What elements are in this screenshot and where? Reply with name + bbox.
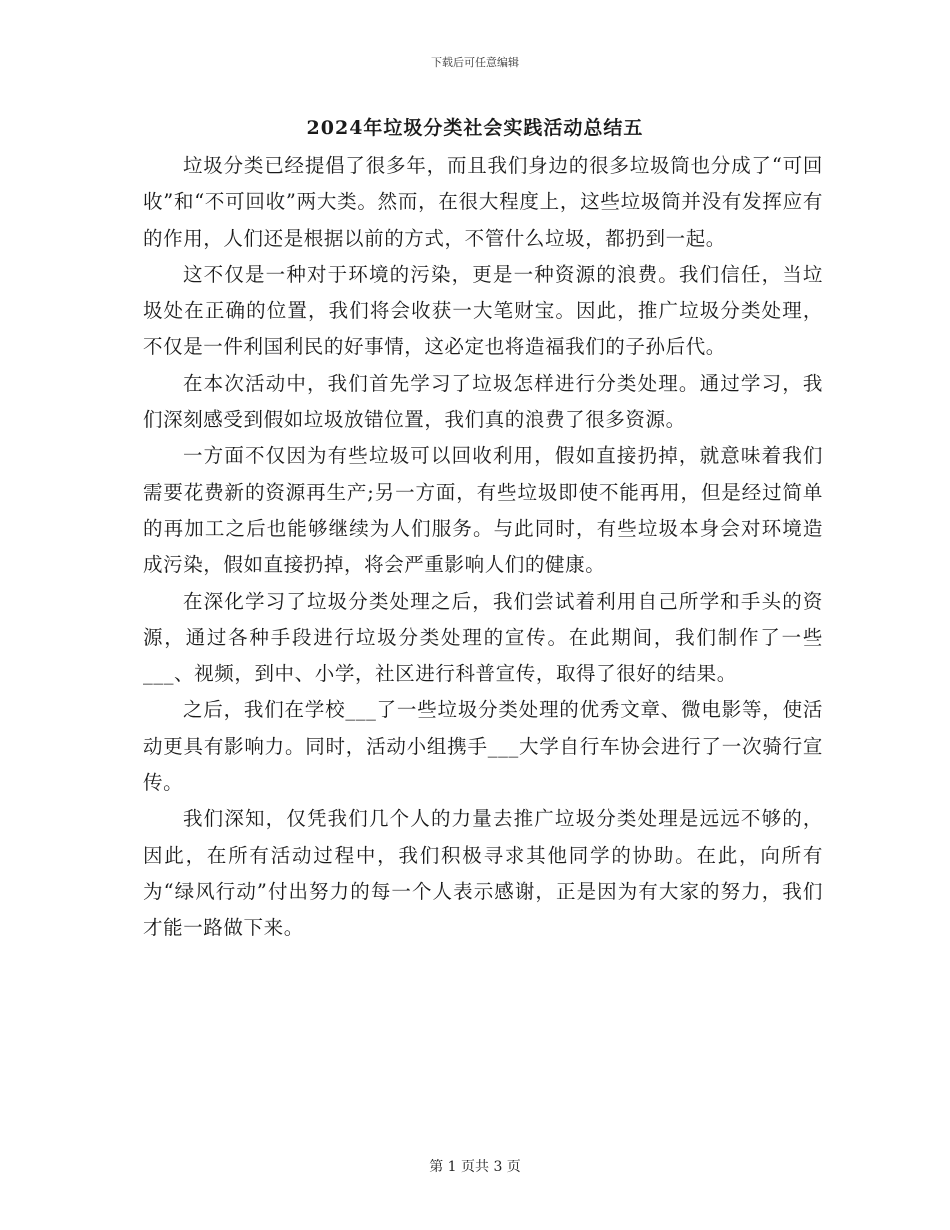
paragraph: 这不仅是一种对于环境的污染，更是一种资源的浪费。我们信任，当垃圾处在正确的位置，我们将会收获一大笔财宝。因此，推广垃圾分类处理，不仅是一件利国利民的好事情，这必定也将造福我们的子孙后代。 (143, 262, 823, 359)
paragraph: 之后，我们在学校___了一些垃圾分类处理的优秀文章、微电影等，使活动更具有影响力。同时，活动小组携手___大学自行车协会进行了一次骑行宣传。 (143, 698, 823, 795)
paragraph: 我们深知，仅凭我们几个人的力量去推广垃圾分类处理是远远不够的，因此，在所有活动过程中，我们积极寻求其他同学的协助。在此，向所有为“绿风行动”付出努力的每一个人表示感谢，正是因为有大家的努力，我们才能一路做下来。 (143, 807, 823, 940)
paragraph: 在本次活动中，我们首先学习了垃圾怎样进行分类处理。通过学习，我们深刻感受到假如垃圾放错位置，我们真的浪费了很多资源。 (143, 371, 823, 432)
page-number: 第 1 页共 3 页 (429, 1159, 521, 1175)
document-title: 2024年垃圾分类社会实践活动总结五 (306, 117, 644, 139)
paragraph: 垃圾分类已经提倡了很多年，而且我们身边的很多垃圾筒也分成了“可回收”和“不可回收”两大类。然而，在很大程度上，这些垃圾筒并没有发挥应有的作用，人们还是根据以前的方式，不管什么垃圾，都扔到一起。 (143, 154, 823, 250)
paragraph: 在深化学习了垃圾分类处理之后，我们尝试着利用自己所学和手头的资源，通过各种手段进行垃圾分类处理的宣传。在此期间，我们制作了一些___、视频，到中、小学，社区进行科普宣传，取得了很好的结果。 (143, 589, 823, 686)
document-body (143, 148, 823, 947)
page-header-note: 下载后可任意编辑 (431, 56, 519, 69)
paragraph: 一方面不仅因为有些垃圾可以回收利用，假如直接扔掉，就意味着我们需要花费新的资源再生产;另一方面，有些垃圾即使不能再用，但是经过简单的再加工之后也能够继续为人们服务。与此同时，有些垃圾本身会对环境造成污染，假如直接扔掉，将会严重影响人们的健康。 (143, 444, 823, 577)
